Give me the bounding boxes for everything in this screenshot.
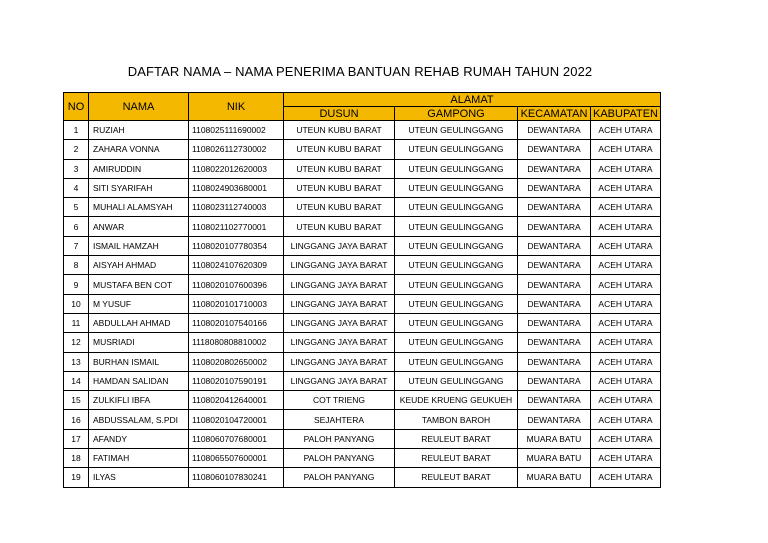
recipient-table [63, 92, 661, 488]
cell-gampong: REULEUT BARAT [395, 429, 518, 448]
cell-kecamatan: DEWANTARA [518, 352, 591, 371]
cell-dusun: LINGGANG JAYA BARAT [284, 275, 395, 294]
cell-kecamatan: MUARA BATU [518, 449, 591, 468]
cell-nik: 1108020107590191 [189, 371, 284, 390]
cell-kecamatan: DEWANTARA [518, 313, 591, 332]
cell-kecamatan: DEWANTARA [518, 333, 591, 352]
cell-gampong: UTEUN GEULINGGANG [395, 275, 518, 294]
header-gampong: GAMPONG [395, 107, 518, 121]
cell-gampong: UTEUN GEULINGGANG [395, 121, 518, 140]
header-dusun: DUSUN [284, 107, 395, 121]
cell-nama: MUSTAFA BEN COT [89, 275, 189, 294]
table-row [64, 352, 661, 371]
header-no: NO [64, 93, 89, 121]
cell-dusun: UTEUN KUBU BARAT [284, 121, 395, 140]
cell-kecamatan: DEWANTARA [518, 198, 591, 217]
cell-nik: 1108022012620003 [189, 159, 284, 178]
cell-kabupaten: ACEH UTARA [591, 159, 661, 178]
cell-nama: BURHAN ISMAIL [89, 352, 189, 371]
cell-nik: 1108021102770001 [189, 217, 284, 236]
cell-kabupaten: ACEH UTARA [591, 236, 661, 255]
cell-gampong: KEUDE KRUENG GEUKUEH [395, 391, 518, 410]
cell-nama: ZULKIFLI IBFA [89, 391, 189, 410]
cell-nik: 1108060107830241 [189, 468, 284, 487]
cell-gampong: UTEUN GEULINGGANG [395, 313, 518, 332]
table-row [64, 313, 661, 332]
cell-nama: ZAHARA VONNA [89, 140, 189, 159]
cell-kabupaten: ACEH UTARA [591, 333, 661, 352]
header-kecamatan: KECAMATAN [518, 107, 591, 121]
cell-nama: MUSRIADI [89, 333, 189, 352]
cell-dusun: PALOH PANYANG [284, 449, 395, 468]
cell-nik: 1108026112730002 [189, 140, 284, 159]
cell-nik: 1108020107600396 [189, 275, 284, 294]
cell-dusun: LINGGANG JAYA BARAT [284, 352, 395, 371]
cell-nama: M YUSUF [89, 294, 189, 313]
cell-dusun: LINGGANG JAYA BARAT [284, 313, 395, 332]
cell-no: 13 [64, 352, 89, 371]
cell-kecamatan: DEWANTARA [518, 140, 591, 159]
cell-nama: HAMDAN SALIDAN [89, 371, 189, 390]
cell-no: 14 [64, 371, 89, 390]
cell-dusun: COT TRIENG [284, 391, 395, 410]
cell-kabupaten: ACEH UTARA [591, 217, 661, 236]
cell-dusun: UTEUN KUBU BARAT [284, 159, 395, 178]
cell-gampong: REULEUT BARAT [395, 468, 518, 487]
cell-gampong: UTEUN GEULINGGANG [395, 294, 518, 313]
cell-gampong: UTEUN GEULINGGANG [395, 159, 518, 178]
table-row [64, 371, 661, 390]
cell-nik: 1108020107540166 [189, 313, 284, 332]
table-row [64, 159, 661, 178]
cell-nik: 1108060707680001 [189, 429, 284, 448]
header-alamat: ALAMAT [284, 93, 661, 107]
cell-kabupaten: ACEH UTARA [591, 352, 661, 371]
cell-nama: MUHALI ALAMSYAH [89, 198, 189, 217]
cell-no: 9 [64, 275, 89, 294]
table-row [64, 178, 661, 197]
cell-no: 3 [64, 159, 89, 178]
cell-nama: RUZIAH [89, 121, 189, 140]
cell-dusun: PALOH PANYANG [284, 429, 395, 448]
cell-kabupaten: ACEH UTARA [591, 121, 661, 140]
cell-dusun: UTEUN KUBU BARAT [284, 198, 395, 217]
cell-dusun: UTEUN KUBU BARAT [284, 217, 395, 236]
table-row [64, 140, 661, 159]
cell-kecamatan: DEWANTARA [518, 178, 591, 197]
cell-nama: AFANDY [89, 429, 189, 448]
cell-no: 15 [64, 391, 89, 410]
cell-kecamatan: DEWANTARA [518, 391, 591, 410]
cell-kecamatan: DEWANTARA [518, 410, 591, 429]
cell-dusun: PALOH PANYANG [284, 468, 395, 487]
cell-nama: AISYAH AHMAD [89, 256, 189, 275]
cell-no: 10 [64, 294, 89, 313]
cell-kabupaten: ACEH UTARA [591, 468, 661, 487]
cell-kabupaten: ACEH UTARA [591, 429, 661, 448]
cell-dusun: LINGGANG JAYA BARAT [284, 256, 395, 275]
cell-dusun: UTEUN KUBU BARAT [284, 178, 395, 197]
cell-kabupaten: ACEH UTARA [591, 371, 661, 390]
cell-gampong: UTEUN GEULINGGANG [395, 178, 518, 197]
cell-nik: 1108025111690002 [189, 121, 284, 140]
header-kabupaten: KABUPATEN [591, 107, 661, 121]
table-row [64, 333, 661, 352]
cell-gampong: UTEUN GEULINGGANG [395, 371, 518, 390]
header-nik: NIK [189, 93, 284, 121]
cell-kabupaten: ACEH UTARA [591, 410, 661, 429]
cell-no: 16 [64, 410, 89, 429]
table-row [64, 449, 661, 468]
cell-no: 19 [64, 468, 89, 487]
cell-dusun: LINGGANG JAYA BARAT [284, 371, 395, 390]
cell-nama: ANWAR [89, 217, 189, 236]
cell-nama: ISMAIL HAMZAH [89, 236, 189, 255]
cell-kabupaten: ACEH UTARA [591, 449, 661, 468]
cell-nik: 1108024903680001 [189, 178, 284, 197]
cell-dusun: SEJAHTERA [284, 410, 395, 429]
cell-no: 18 [64, 449, 89, 468]
table-row [64, 256, 661, 275]
cell-dusun: LINGGANG JAYA BARAT [284, 236, 395, 255]
header-nama: NAMA [89, 93, 189, 121]
table-row [64, 198, 661, 217]
cell-gampong: REULEUT BARAT [395, 449, 518, 468]
cell-dusun: LINGGANG JAYA BARAT [284, 294, 395, 313]
table-row [64, 275, 661, 294]
cell-kecamatan: DEWANTARA [518, 256, 591, 275]
table-row [64, 391, 661, 410]
cell-nik: 1108023112740003 [189, 198, 284, 217]
cell-nik: 1108020412640001 [189, 391, 284, 410]
cell-nik: 1108065507600001 [189, 449, 284, 468]
cell-no: 6 [64, 217, 89, 236]
table-row [64, 236, 661, 255]
cell-gampong: UTEUN GEULINGGANG [395, 198, 518, 217]
cell-nik: 1118080808810002 [189, 333, 284, 352]
cell-no: 4 [64, 178, 89, 197]
cell-nama: SITI SYARIFAH [89, 178, 189, 197]
cell-dusun: LINGGANG JAYA BARAT [284, 333, 395, 352]
cell-nama: ABDULLAH AHMAD [89, 313, 189, 332]
cell-nik: 1108020101710003 [189, 294, 284, 313]
cell-kabupaten: ACEH UTARA [591, 313, 661, 332]
cell-no: 8 [64, 256, 89, 275]
cell-kabupaten: ACEH UTARA [591, 140, 661, 159]
cell-gampong: UTEUN GEULINGGANG [395, 217, 518, 236]
cell-kecamatan: DEWANTARA [518, 121, 591, 140]
cell-no: 2 [64, 140, 89, 159]
cell-nik: 1108024107620309 [189, 256, 284, 275]
cell-nama: ABDUSSALAM, S.PDI [89, 410, 189, 429]
cell-kecamatan: DEWANTARA [518, 294, 591, 313]
table-row [64, 294, 661, 313]
cell-nama: ILYAS [89, 468, 189, 487]
cell-nik: 1108020107780354 [189, 236, 284, 255]
table-row [64, 217, 661, 236]
cell-gampong: UTEUN GEULINGGANG [395, 256, 518, 275]
cell-kecamatan: MUARA BATU [518, 429, 591, 448]
cell-kecamatan: DEWANTARA [518, 159, 591, 178]
cell-kecamatan: MUARA BATU [518, 468, 591, 487]
cell-no: 1 [64, 121, 89, 140]
cell-nik: 1108020802650002 [189, 352, 284, 371]
cell-kecamatan: DEWANTARA [518, 275, 591, 294]
cell-kabupaten: ACEH UTARA [591, 391, 661, 410]
table-row [64, 121, 661, 140]
table-row [64, 468, 661, 487]
cell-gampong: UTEUN GEULINGGANG [395, 352, 518, 371]
cell-kabupaten: ACEH UTARA [591, 256, 661, 275]
document-title: DAFTAR NAMA – NAMA PENERIMA BANTUAN REHAB RUMAH TAHUN 2022 [127, 64, 593, 79]
cell-no: 11 [64, 313, 89, 332]
cell-kabupaten: ACEH UTARA [591, 178, 661, 197]
cell-kecamatan: DEWANTARA [518, 217, 591, 236]
cell-kecamatan: DEWANTARA [518, 236, 591, 255]
table-body [64, 121, 661, 488]
cell-kabupaten: ACEH UTARA [591, 198, 661, 217]
table-row [64, 410, 661, 429]
cell-gampong: TAMBON BAROH [395, 410, 518, 429]
cell-dusun: UTEUN KUBU BARAT [284, 140, 395, 159]
cell-no: 17 [64, 429, 89, 448]
cell-gampong: UTEUN GEULINGGANG [395, 236, 518, 255]
cell-kecamatan: DEWANTARA [518, 371, 591, 390]
cell-nama: AMIRUDDIN [89, 159, 189, 178]
cell-no: 5 [64, 198, 89, 217]
table-header [64, 93, 661, 121]
cell-no: 12 [64, 333, 89, 352]
cell-kabupaten: ACEH UTARA [591, 294, 661, 313]
cell-gampong: UTEUN GEULINGGANG [395, 333, 518, 352]
cell-gampong: UTEUN GEULINGGANG [395, 140, 518, 159]
table-row [64, 429, 661, 448]
cell-kabupaten: ACEH UTARA [591, 275, 661, 294]
cell-no: 7 [64, 236, 89, 255]
cell-nik: 1108020104720001 [189, 410, 284, 429]
cell-nama: FATIMAH [89, 449, 189, 468]
